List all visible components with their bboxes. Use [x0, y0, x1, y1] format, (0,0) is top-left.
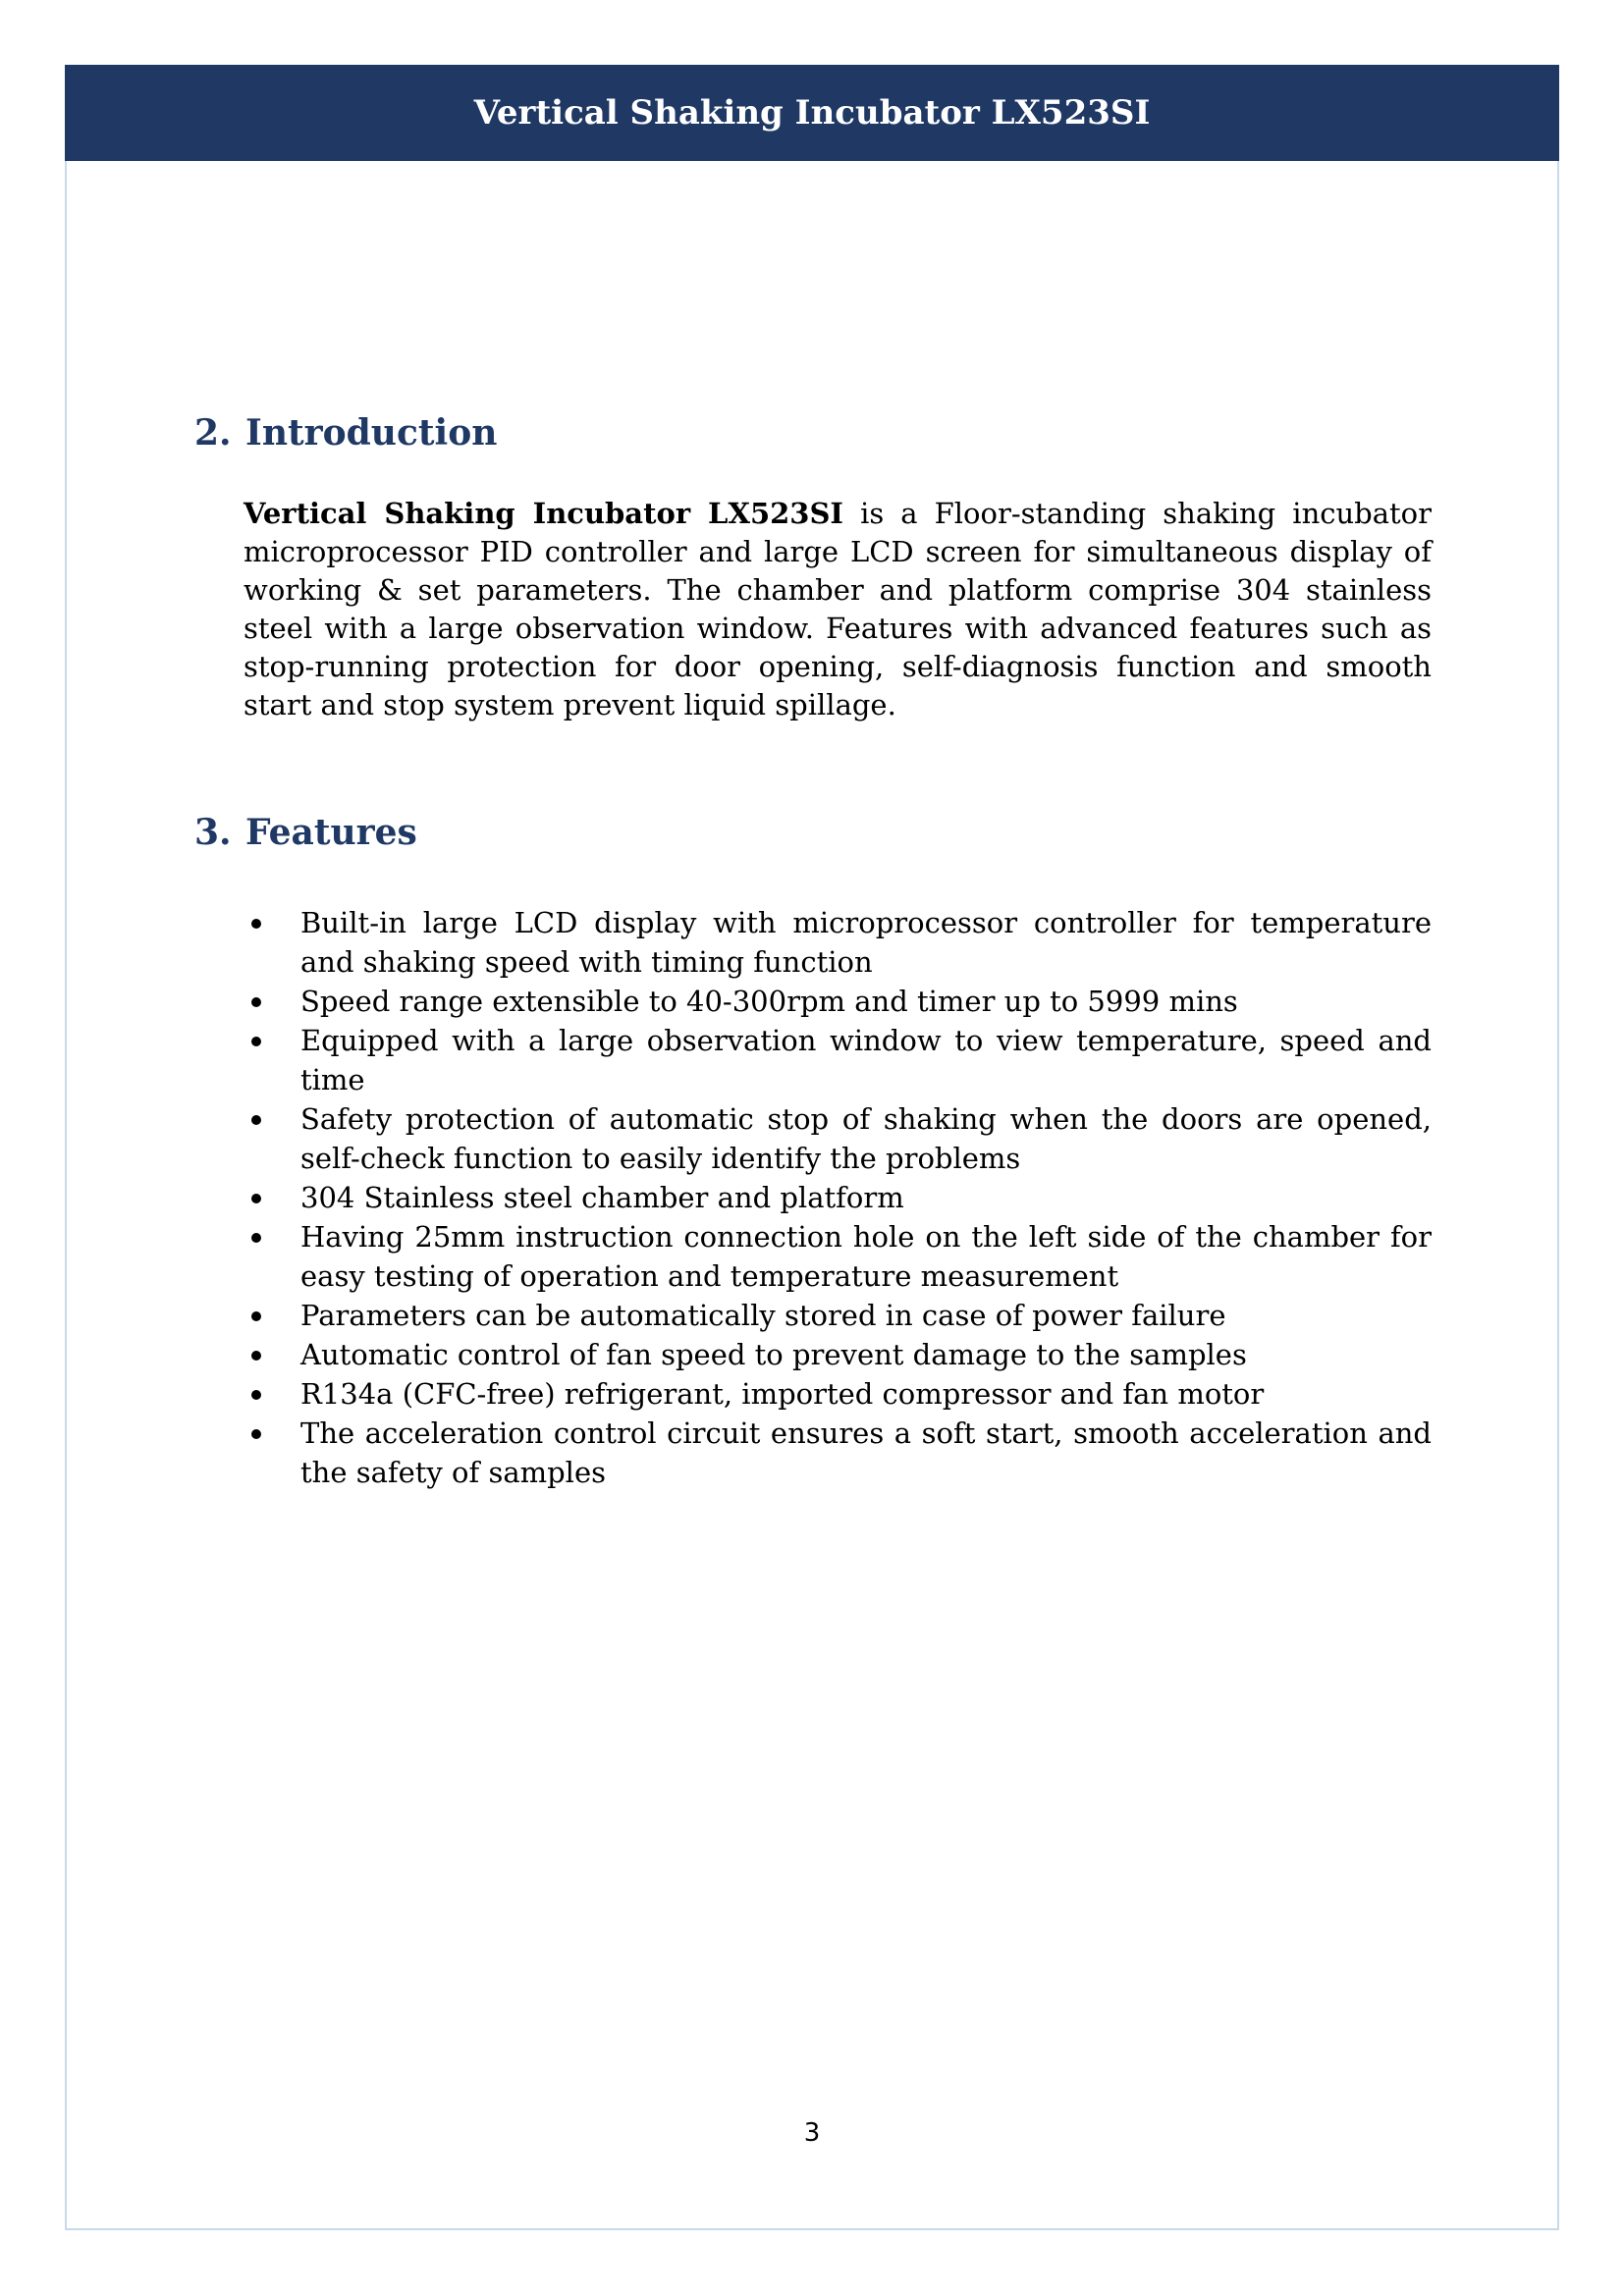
- introduction-paragraph: [244, 495, 1432, 724]
- document-title: Vertical Shaking Incubator LX523SI: [473, 93, 1151, 133]
- bullet-icon: [251, 1429, 261, 1439]
- bullet-icon: [251, 1194, 261, 1203]
- feature-item: Built-in large LCD display with microprocessor controller for temperature and shaking speed with timing function: [244, 903, 1432, 982]
- introduction-product-name: Vertical Shaking Incubator LX523SI: [244, 497, 843, 530]
- feature-item: Speed range extensible to 40-300rpm and timer up to 5999 mins: [244, 982, 1432, 1021]
- feature-item: Equipped with a large observation window to view temperature, speed and time: [244, 1021, 1432, 1099]
- introduction-title: Introduction: [245, 412, 498, 454]
- bullet-icon: [251, 1115, 261, 1125]
- bullet-icon: [251, 919, 261, 929]
- introduction-heading: [194, 412, 497, 454]
- feature-item: Safety protection of automatic stop of shaking when the doors are opened, self-check function to easily identify the problems: [244, 1099, 1432, 1178]
- feature-item: The acceleration control circuit ensures a soft start, smooth acceleration and the safety of samples: [244, 1414, 1432, 1492]
- bullet-icon: [251, 1351, 261, 1361]
- features-list: [244, 903, 1432, 1492]
- bullet-icon: [251, 1311, 261, 1321]
- feature-item: Having 25mm instruction connection hole on the left side of the chamber for easy testing of operation and temperature measurement: [244, 1217, 1432, 1296]
- bullet-icon: [251, 1390, 261, 1400]
- feature-item: Parameters can be automatically stored in case of power failure: [244, 1296, 1432, 1335]
- feature-item: R134a (CFC-free) refrigerant, imported compressor and fan motor: [244, 1374, 1432, 1414]
- bullet-icon: [251, 1233, 261, 1243]
- bullet-icon: [251, 1037, 261, 1046]
- feature-item: Automatic control of fan speed to prevent damage to the samples: [244, 1335, 1432, 1374]
- features-heading: [194, 812, 417, 853]
- introduction-body: is a Floor-standing shaking incubator microprocessor PID controller and large LCD screen for simultaneous display of working & set parameters. The chamber and platform comprise 304 stainless steel with a large observation window. Features with advanced features such as stop-running protection for door opening, self-diagnosis function and smooth start and stop system prevent liquid spillage.: [244, 497, 1432, 721]
- features-number: 3.: [194, 812, 232, 853]
- feature-item: 304 Stainless steel chamber and platform: [244, 1178, 1432, 1217]
- page-number: 3: [803, 2118, 821, 2148]
- features-title: Features: [245, 812, 417, 853]
- bullet-icon: [251, 997, 261, 1007]
- introduction-number: 2.: [194, 412, 232, 454]
- document-header: [65, 65, 1559, 161]
